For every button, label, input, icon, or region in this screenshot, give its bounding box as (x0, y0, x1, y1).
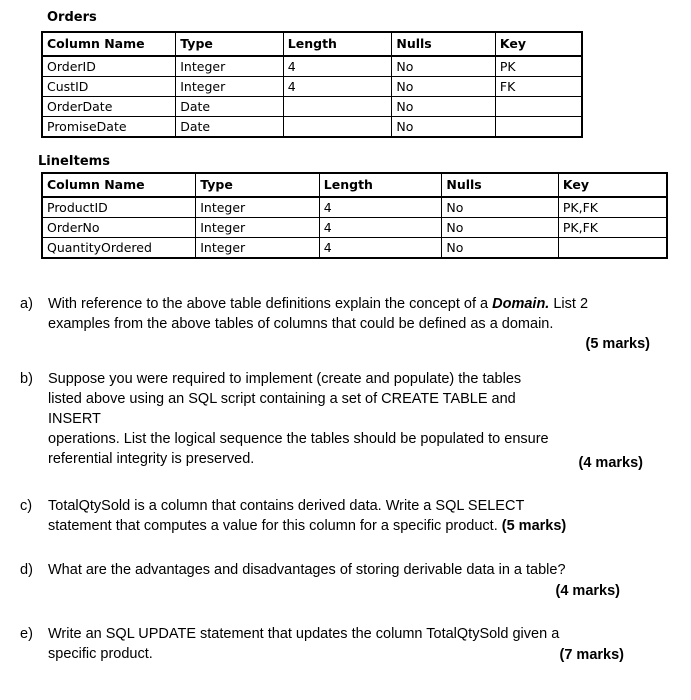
question-d-label: d) (20, 562, 33, 578)
lineitems-header-cell: Nulls (442, 173, 559, 197)
question-a-label: a) (20, 296, 33, 312)
orders-cell: Integer (176, 77, 284, 97)
orders-cell: OrderDate (42, 97, 176, 117)
orders-cell: 4 (283, 77, 392, 97)
orders-cell: PromiseDate (42, 117, 176, 138)
orders-header-cell: Column Name (42, 32, 176, 56)
question-a (20, 294, 660, 356)
orders-table-row (42, 117, 582, 138)
question-b-line3: INSERT (48, 411, 101, 427)
orders-header-cell: Nulls (392, 32, 496, 56)
orders-table-row (42, 97, 582, 117)
lineitems-table-row (42, 197, 667, 218)
lineitems-cell: No (442, 218, 559, 238)
lineitems-cell: OrderNo (42, 218, 196, 238)
lineitems-cell: Integer (196, 238, 320, 259)
orders-cell: No (392, 117, 496, 138)
orders-caption: Orders (47, 10, 97, 25)
lineitems-header-row (42, 173, 667, 197)
orders-cell: CustID (42, 77, 176, 97)
question-c-label: c) (20, 498, 33, 514)
question-b-label: b) (20, 371, 33, 387)
question-b-line1: Suppose you were required to implement (create and populate) the tables (48, 371, 522, 387)
orders-cell: No (392, 77, 496, 97)
question-b (20, 369, 660, 473)
lineitems-header-cell: Length (319, 173, 442, 197)
lineitems-cell: No (442, 197, 559, 218)
question-a-emphasis: Domain. (492, 296, 550, 312)
lineitems-caption: LineItems (38, 154, 110, 169)
orders-table-row (42, 77, 582, 97)
orders-cell: No (392, 56, 496, 77)
question-e-label: e) (20, 626, 33, 642)
lineitems-cell: ProductID (42, 197, 196, 218)
orders-cell (495, 97, 582, 117)
orders-cell: No (392, 97, 496, 117)
lineitems-header-cell: Key (558, 173, 667, 197)
question-a-text-after: List 2 examples from the above tables of columns that could be defined as a domain. (48, 296, 589, 332)
question-d-text: What are the advantages and disadvantages of storing derivable data in a table? (48, 562, 566, 578)
orders-cell (283, 97, 392, 117)
question-d (20, 560, 660, 602)
lineitems-cell: PK,FK (558, 197, 667, 218)
orders-header-cell: Key (495, 32, 582, 56)
lineitems-cell: Integer (196, 197, 320, 218)
orders-cell (283, 117, 392, 138)
question-b-marks: (4 marks) (578, 455, 643, 471)
lineitems-cell: Integer (196, 218, 320, 238)
orders-cell: Date (176, 97, 284, 117)
orders-cell: Date (176, 117, 284, 138)
question-c-line1: TotalQtySold is a column that contains derived data. Write a SQL SELECT (48, 498, 525, 514)
orders-header-cell: Type (176, 32, 284, 56)
lineitems-header-cell: Column Name (42, 173, 196, 197)
lineitems-cell: QuantityOrdered (42, 238, 196, 259)
orders-cell: PK (495, 56, 582, 77)
orders-table (41, 31, 583, 138)
question-c (20, 496, 660, 538)
question-b-line2: listed above using an SQL script containing a set of CREATE TABLE and (48, 391, 516, 407)
orders-table-row (42, 56, 582, 77)
lineitems-cell: No (442, 238, 559, 259)
orders-cell (495, 117, 582, 138)
question-e-line1: Write an SQL UPDATE statement that updates the column TotalQtySold given a (48, 626, 560, 642)
question-d-marks: (4 marks) (555, 583, 620, 599)
lineitems-table-row (42, 238, 667, 259)
lineitems-table-row (42, 218, 667, 238)
question-b-line4: operations. List the logical sequence the tables should be populated to ensure (48, 431, 549, 447)
lineitems-cell: PK,FK (558, 218, 667, 238)
question-b-line5: referential integrity is preserved. (48, 451, 255, 467)
lineitems-table (41, 172, 668, 259)
question-c-line2: statement that computes a value for this column for a specific product. (48, 518, 498, 534)
question-a-text-before: With reference to the above table definitions explain the concept of a (48, 296, 493, 312)
lineitems-header-cell: Type (196, 173, 320, 197)
question-e (20, 624, 660, 666)
question-e-marks: (7 marks) (559, 647, 624, 663)
orders-header-cell: Length (283, 32, 392, 56)
orders-cell: FK (495, 77, 582, 97)
lineitems-cell: 4 (319, 197, 442, 218)
orders-cell: Integer (176, 56, 284, 77)
orders-header-row (42, 32, 582, 56)
lineitems-cell (558, 238, 667, 259)
orders-cell: 4 (283, 56, 392, 77)
lineitems-cell: 4 (319, 238, 442, 259)
question-e-line2: specific product. (48, 646, 153, 662)
lineitems-cell: 4 (319, 218, 442, 238)
orders-cell: OrderID (42, 56, 176, 77)
question-a-marks: (5 marks) (585, 336, 650, 352)
question-c-marks: (5 marks) (501, 518, 567, 534)
